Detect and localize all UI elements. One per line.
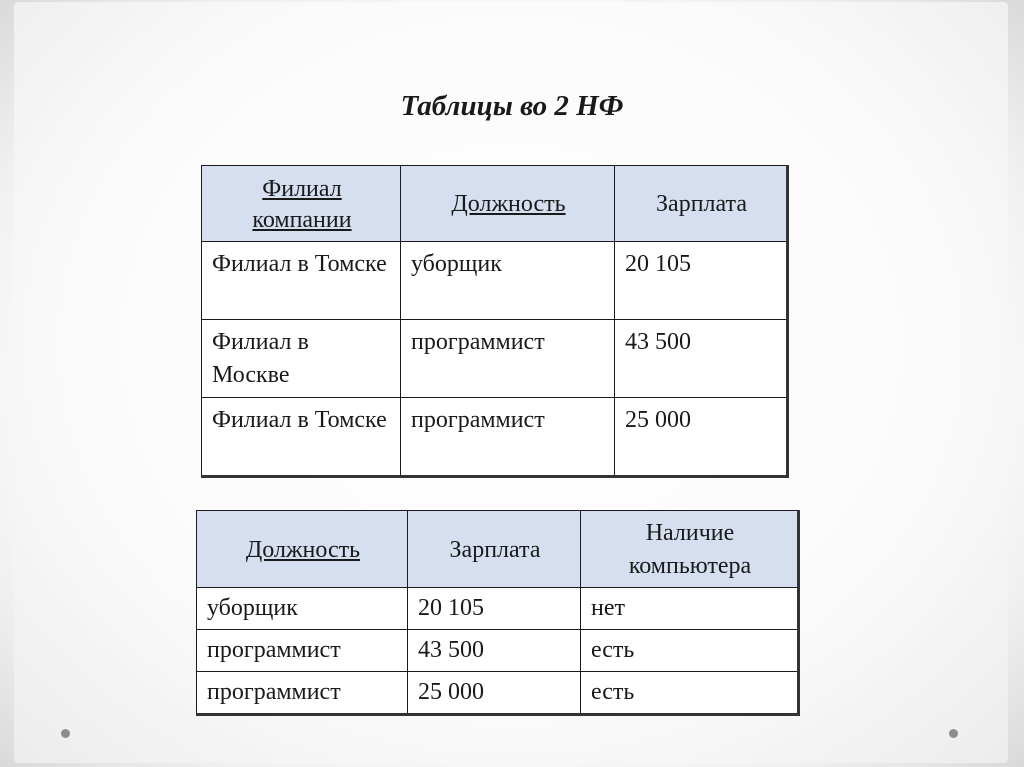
decorative-dot-left — [61, 729, 70, 738]
cell-branch: Филиал в Томске — [202, 398, 401, 477]
cell-branch: Филиал в Томске — [202, 242, 401, 320]
cell-branch: Филиал в Москве — [202, 320, 401, 398]
table-row — [202, 242, 788, 320]
cell-position: программист — [401, 398, 615, 477]
table-row — [202, 398, 788, 477]
cell-salary: 43 500 — [615, 320, 788, 398]
table-row — [197, 630, 799, 672]
cell-position: уборщик — [197, 588, 408, 630]
cell-salary: 43 500 — [408, 630, 581, 672]
cell-position: программист — [401, 320, 615, 398]
decorative-dot-right — [949, 729, 958, 738]
cell-salary: 25 000 — [615, 398, 788, 477]
table-header-row — [202, 166, 788, 242]
cell-position: программист — [197, 672, 408, 715]
cell-has-computer: нет — [581, 588, 799, 630]
header-salary: Зарплата — [615, 166, 788, 242]
cell-has-computer: есть — [581, 672, 799, 715]
header-salary: Зарплата — [408, 511, 581, 588]
cell-salary: 25 000 — [408, 672, 581, 715]
cell-salary: 20 105 — [615, 242, 788, 320]
header-position: Должность — [401, 166, 615, 242]
table-header-row — [197, 511, 799, 588]
table-row — [202, 320, 788, 398]
header-branch: Филиал компании — [202, 166, 401, 242]
header-position: Должность — [197, 511, 408, 588]
header-has-computer: Наличие компьютера — [581, 511, 799, 588]
table-position-salary-computer — [196, 510, 800, 716]
cell-position: программист — [197, 630, 408, 672]
table-row — [197, 672, 799, 715]
cell-has-computer: есть — [581, 630, 799, 672]
slide-title: Таблицы во 2 НФ — [400, 90, 624, 122]
cell-position: уборщик — [401, 242, 615, 320]
table-row — [197, 588, 799, 630]
table-branch-position-salary — [201, 165, 789, 478]
cell-salary: 20 105 — [408, 588, 581, 630]
